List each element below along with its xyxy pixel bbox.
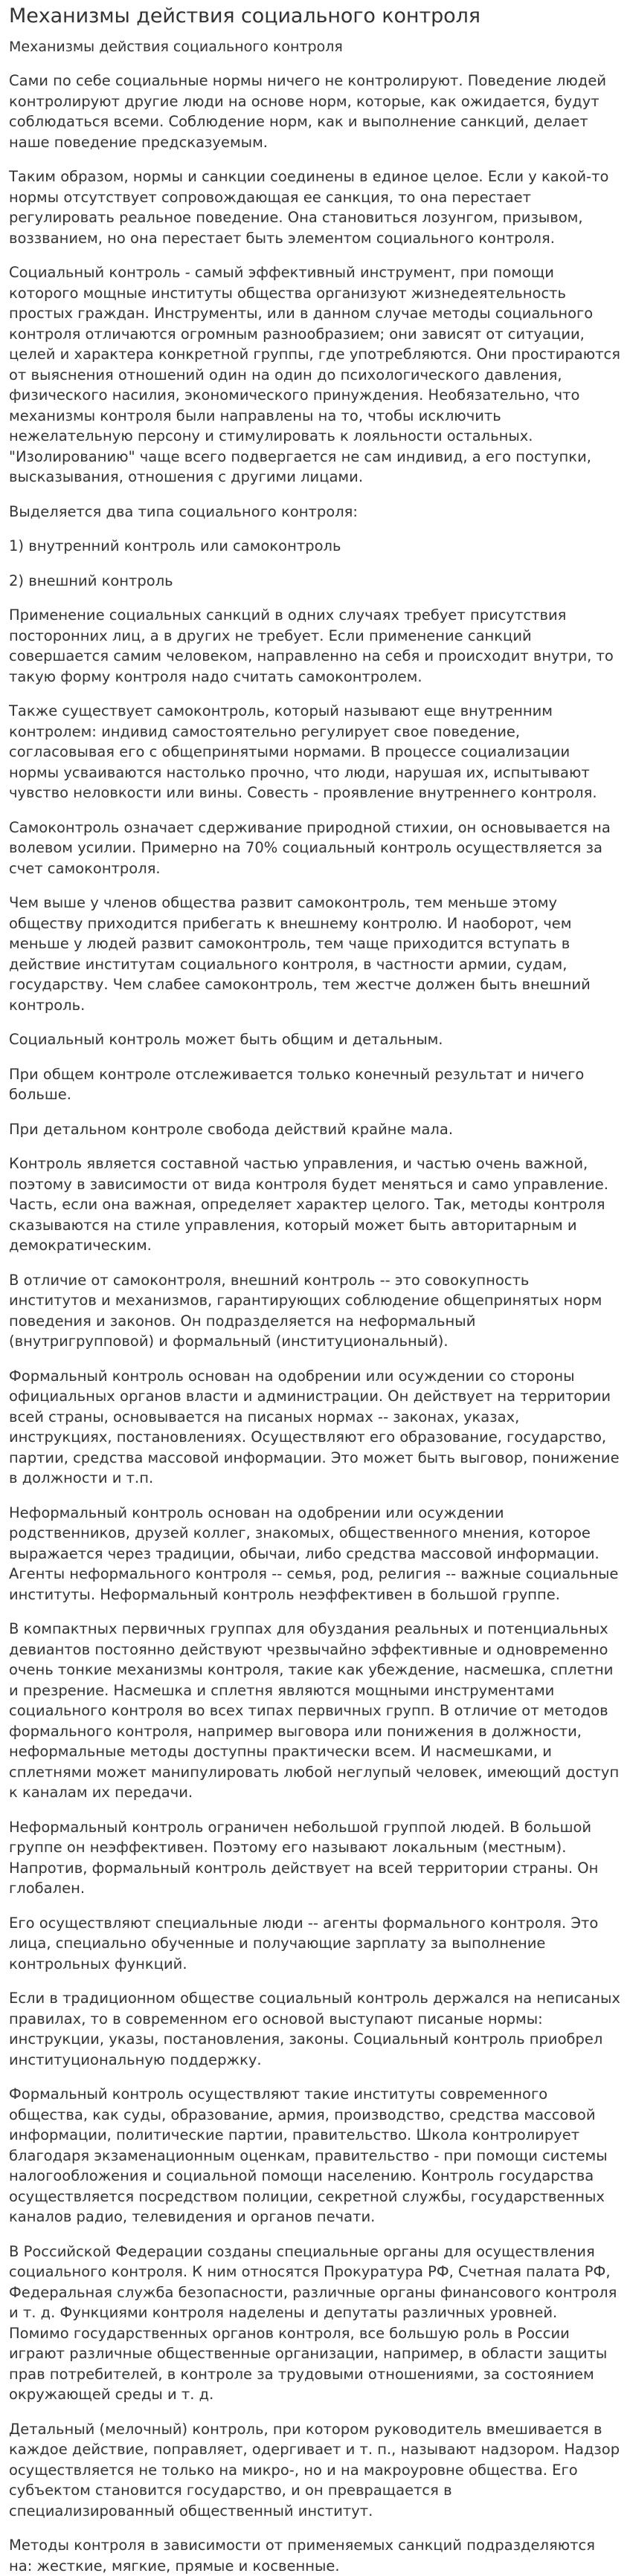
paragraph-22: Формальный контроль осуществляют такие институты современного общества, как суды, образование, армия, производство, средства массовой информации, политические партии, правительство. Школа контролирует благодаря экзаменационным оценкам, правительство - при помощи системы налогообложения и социальной помощи населению. Контроль государства осуществляется посредством полиции, секретной службы, государственных каналов радио, телевидения и органов печати. (9, 2085, 608, 2225)
paragraph-17: Неформальный контроль основан на одобрении или осуждении родственников, друзей коллег, знакомых, общественного мнения, которое выражается через традиции, обычаи, либо средства массовой информации. Агенты неформального контроля -- семья, род, религия -- важные социальные институты. Неформальный контроль неэффективен в большой группе. (9, 1504, 619, 1603)
article-subtitle: Механизмы действия социального контроля (9, 39, 343, 55)
paragraph-1: Сами по себе социальные нормы ничего не контролируют. Поведение людей контролируют другие люди на основе норм, которые, как ожидается, будут соблюдаться всеми. Соблюдение норм, как и выполнение санкций, делает наше поведение предсказуемым. (9, 72, 606, 151)
paragraph-3: Социальный контроль - самый эффективный инструмент, при помощи которого мощные институты общества организуют жизнедеятельность простых граждан. Инструменты, или в данном случае методы социального контроля отличаются огромным разнообразием; они зависят от ситуации, целей и характера конкретной группы, где употребляются. Они простираются от выяснения отношений один на один до психологического давления, физического насилия, экономического принуждения. Необязательно, что механизмы контроля были направлены на то, чтобы исключить нежелательную персону и стимулировать к лояльности остальных. "Изолированию" чаще всего подвергается не сам индивид, а его поступки, высказывания, отношения с другими лицами. (9, 264, 620, 485)
paragraph-12: При общем контроле отслеживается только конечный результат и ничего больше. (9, 1065, 585, 1103)
paragraph-7: Применение социальных санкций в одних случаях требует присутствия посторонних лиц, а в других не требует. Если применение санкций совершается самим человеком, направленно на себя и происходит внутри, то такую форму контроля надо считать самоконтролем. (9, 606, 614, 685)
paragraph-9: Самоконтроль означает сдерживание природной стихии, он основывается на волевом усилии. Примерно на 70% социальный контроль осуществляется за счет самоконтроля. (9, 818, 611, 877)
paragraph-10: Чем выше у членов общества развит самоконтроль, тем меньше этому обществу приходится прибегать к внешнему контролю. И наоборот, чем меньше у людей развит самоконтроль, тем чаще приходится вступать в действие институтам социального контроля, в частности армии, судам, государству. Чем слабее самоконтроль, тем жестче должен быть внешний контроль. (9, 894, 591, 1014)
paragraph-8: Также существует самоконтроль, который называют еще внутренним контролем: индивид самостоятельно регулирует свое поведение, согласовывая его с общепринятыми нормами. В процессе социализации нормы усваиваются настолько прочно, что люди, нарушая их, испытывают чувство неловкости или вины. Совесть - проявление внутреннего контроля. (9, 702, 597, 801)
list-item-internal-control: 1) внутренний контроль или самоконтроль (9, 537, 341, 554)
paragraph-2: Таким образом, нормы и санкции соединены в единое целое. Если у какой-то нормы отсутствует сопровождающая ее санкция, то она перестает регулировать реальное поведение. Она становиться лозунгом, призывом, воззванием, но она перестает быть элементом социального контроля. (9, 168, 609, 247)
paragraph-15: В отличие от самоконтроля, внешний контроль -- это совокупность институтов и механизмов, гарантирующих соблюдение общепринятых норм поведения и законов. Он подразделяется на неформальный (внутригрупповой) и формальный (институциональный). (9, 1271, 602, 1350)
paragraph-23: В Российской Федерации созданы специальные органы для осуществления социального контроля. К ним относятся Прокуратура РФ, Счетная палата РФ, Федеральная служба безопасности, различные органы финансового контроля и т. д. Функциями контроля наделены и депутаты различных уровней. Помимо государственных органов контроля, все большую роль в России играют различные общественные организации, например, в области защиты прав потребителей, в контроле за трудовыми отношениями, за состоянием окружающей среды и т. д. (9, 2242, 617, 2403)
paragraph-16: Формальный контроль основан на одобрении или осуждении со стороны официальных органов власти и администрации. Он действует на территории всей страны, основывается на писаных нормах -- законах, указах, инструкциях, постановлениях. Осуществляют его образование, государство, партии, средства массовой информации. Это может быть выговор, понижение в должности и т.п. (9, 1367, 620, 1486)
paragraph-20: Его осуществляют специальные люди -- агенты формального контроля. Это лица, специально обученные и получающие зарплату за выполнение контрольных функций. (9, 1914, 599, 1973)
paragraph-25: Методы контроля в зависимости от применяемых санкций подразделяются на: жесткие, мягкие, прямые и косвенные. (9, 2537, 595, 2575)
paragraph-21: Если в традиционном обществе социальный контроль держался на неписаных правилах, то в современном его основой выступают писаные нормы: инструкции, указы, постановления, законы. Социальный контроль приобрел институциональную поддержку. (9, 1990, 620, 2068)
paragraph-19: Неформальный контроль ограничен небольшой группой людей. В большой группе он неэффективен. Поэтому его называют локальным (местным). Напротив, формальный контроль действует на всей территории страны. Он глобален. (9, 1818, 599, 1897)
list-item-external-control: 2) внешний контроль (9, 572, 173, 589)
paragraph-13: При детальном контроле свобода действий крайне мала. (9, 1120, 454, 1138)
paragraph-14: Контроль является составной частью управления, и частью очень важной, поэтому в зависимости от вида контроля будет меняться и само управление. Часть, если она важная, определяет характер целого. Так, методы контроля сказываются на стиле управления, который может быть авторитарным и демократическим. (9, 1155, 608, 1254)
page-title: Механизмы действия социального контроля (9, 4, 480, 27)
paragraph-18: В компактных первичных группах для обуздания реальных и потенциальных девиантов постоянно действуют чрезвычайно эффективные и одновременно очень тонкие механизмы контроля, такие как убеждение, насмешка, сплетни и презрение. Насмешка и сплетня являются мощными инструментами социального контроля во всех типах первичных групп. В отличие от методов формального контроля, например выговора или понижения в должности, неформальные методы доступны практически всем. И насмешками, и сплетнями может манипулировать любой неглупый человек, имеющий доступ к каналам их передачи. (9, 1620, 620, 1801)
paragraph-24: Детальный (мелочный) контроль, при котором руководитель вмешивается в каждое действие, поправляет, одергивает и т. п., называют надзором. Надзор осуществляется не только на микро-, но и на макроуровне общества. Его субъектом становится государство, и он превращается в специализированный общественный институт. (9, 2420, 620, 2520)
paragraph-11: Социальный контроль может быть общим и детальным. (9, 1031, 443, 1048)
paragraph-4: Выделяется два типа социального контроля: (9, 502, 358, 520)
